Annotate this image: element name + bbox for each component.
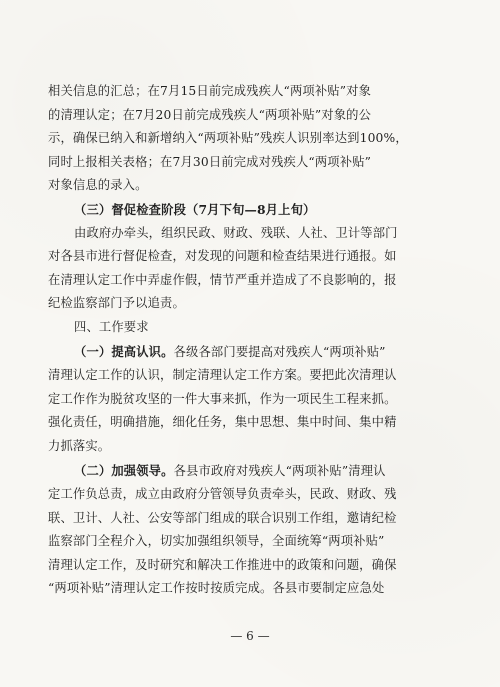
item-2-line-3: 联、卫计、人社、公安等部门组成的联合识别工作组，邀请纪检 <box>48 510 397 525</box>
item-2-line-4: 监察部门全程介入，切实加强组织领导，全面统筹“两项补贴” <box>48 534 385 549</box>
body-line-3: 示，确保已纳入和新增纳入“两项补贴”残疾人识别率达到100%， <box>48 131 408 146</box>
body-line-2: 的清理认定；在7月20日前完成残疾人“两项补贴”对象的公 <box>48 107 372 122</box>
item-1-text: 各级各部门要提高对残疾人“两项补贴” <box>173 344 386 359</box>
item-2-line-2: 定工作负总责，成立由政府分管领导负责牵头，民政、财政、残 <box>48 487 397 502</box>
item-1-line-4: 强化责任，明确措施，细化任务，集中思想、集中时间、集中精 <box>48 415 397 430</box>
supervision-line-2: 对各县市进行督促检查，对发现的问题和检查结果进行通报。如 <box>48 249 397 264</box>
supervision-line-1: 由政府办牵头，组织民政、财政、残联、人社、卫计等部门 <box>74 225 398 240</box>
supervision-line-4: 纪检监察部门予以追责。 <box>48 296 185 311</box>
item-2-text: 各县市政府对残疾人“两项补贴”清理认 <box>173 463 386 478</box>
document-body <box>48 80 453 601</box>
body-line-4: 同时上报相关表格；在7月30日前完成对残疾人“两项补贴” <box>48 154 372 169</box>
item-2-line-6: “两项补贴”清理认定工作按时按质完成。各县市要制定应急处 <box>48 581 385 596</box>
item-2-line-5: 清理认定工作，及时研究和解决工作推进中的政策和问题，确保 <box>48 557 397 572</box>
body-line-1: 相关信息的汇总；在7月15日前完成残疾人“两项补贴”对象 <box>48 84 372 98</box>
item-1-line-2: 清理认定工作的认识，制定清理认定工作方案。要把此次清理认 <box>48 368 397 383</box>
supervision-line-3: 在清理认定工作中弄虚作假，情节严重并造成了不良影响的，报 <box>48 272 397 287</box>
item-1-lead: （一）提高认识。 <box>74 343 174 359</box>
item-1-line-5: 力抓落实。 <box>48 438 111 453</box>
page-number: — 6 — <box>230 629 270 643</box>
item-2-lead: （二）加强领导。 <box>74 462 174 478</box>
item-1-line-3: 定工作作为脱贫攻坚的一件大事来抓，作为一项民生工程来抓。 <box>48 391 397 406</box>
body-line-5: 对象信息的录入。 <box>48 178 148 193</box>
requirements-heading: 四、工作要求 <box>74 319 149 334</box>
item-1-line-1 <box>48 340 453 365</box>
supervision-section-title: （三）督促检查阶段（7月下旬—8月上旬） <box>74 201 316 217</box>
item-2-line-1 <box>48 459 453 484</box>
